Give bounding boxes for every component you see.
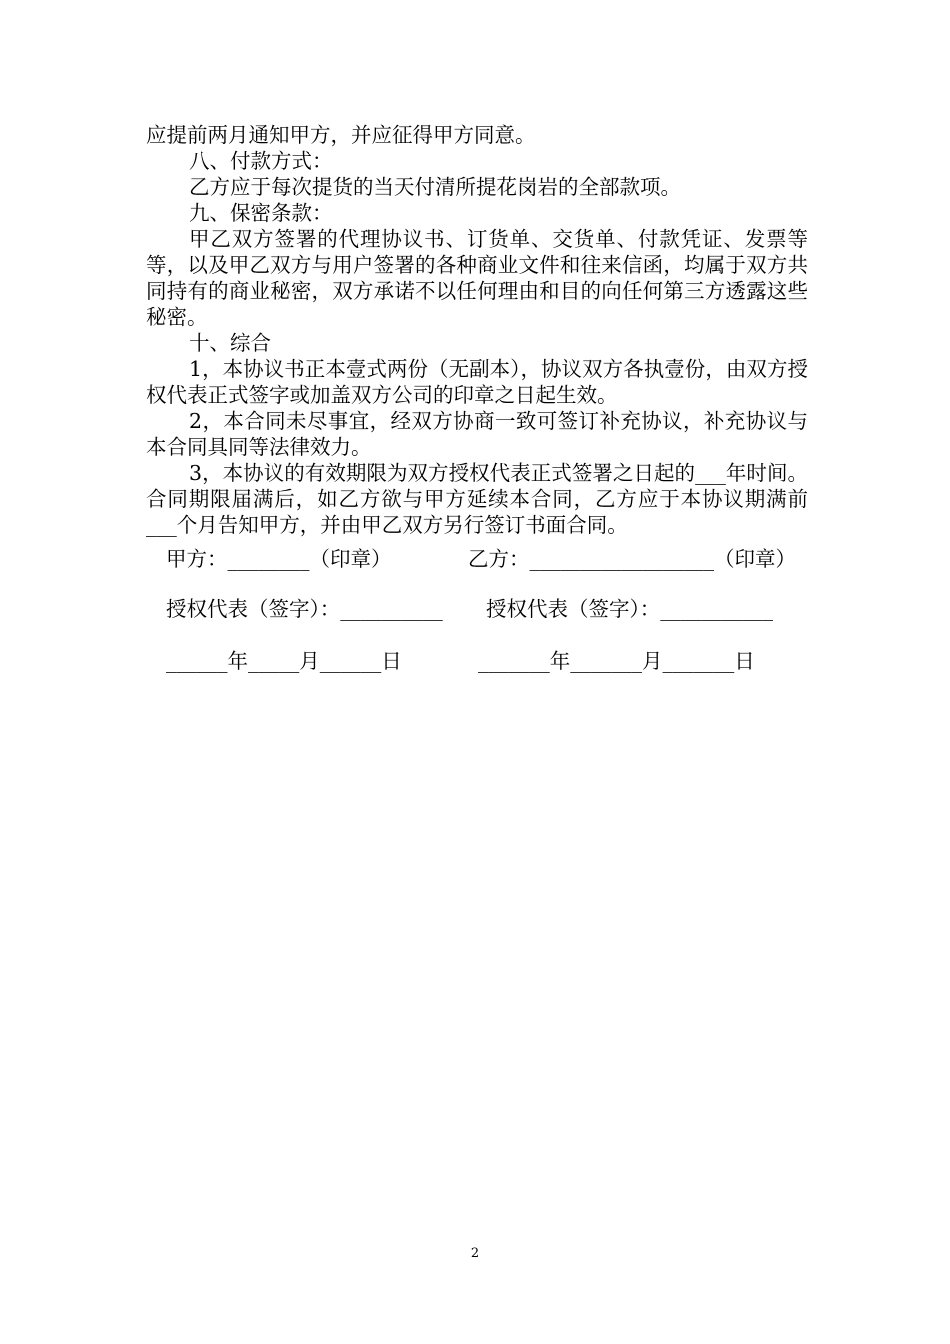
section-heading-payment: 八、付款方式： [189,149,333,173]
party-b-signature: 乙方：__________________（印章） [468,547,796,571]
party-a-signature: 甲方：________（印章） [166,547,392,571]
contract-body [146,122,808,538]
party-a-date: ______年_____月______日 [166,649,402,673]
clause-1: 1，本协议书正本壹式两份（无副本），协议双方各执壹份，由双方授权代表正式签字或加盖双方公司的印章之日起生效。 [146,357,808,407]
party-b-date: _______年_______月_______日 [478,649,755,673]
page-number: 2 [470,1246,480,1261]
section-heading-general: 十、综合 [189,331,271,355]
paragraph-confidentiality: 甲乙双方签署的代理协议书、订货单、交货单、付款凭证、发票等等，以及甲乙双方与用户签署的各种商业文件和往来信函，均属于双方共同持有的商业秘密，双方承诺不以任何理由和目的向任何第三方透露这些秘密。 [146,227,808,329]
signature-date-row [166,648,816,752]
paragraph-continuation: 应提前两月通知甲方，并应征得甲方同意。 [146,123,536,147]
clause-3: 3，本协议的有效期限为双方授权代表正式签署之日起的___年时间。合同期限届满后，如乙方欲与甲方延续本合同，乙方应于本协议期满前___个月告知甲方，并由甲乙双方另行签订书面合同。 [146,461,808,537]
paragraph-payment: 乙方应于每次提货的当天付清所提花岗岩的全部款项。 [189,175,681,199]
clause-2: 2，本合同未尽事宜，经双方协商一致可签订补充协议，补充协议与本合同具同等法律效力。 [146,409,808,459]
party-b-representative: 授权代表（签字）：___________ [486,597,773,621]
section-heading-confidentiality: 九、保密条款： [189,201,333,225]
party-a-representative: 授权代表（签字）：__________ [166,597,443,621]
